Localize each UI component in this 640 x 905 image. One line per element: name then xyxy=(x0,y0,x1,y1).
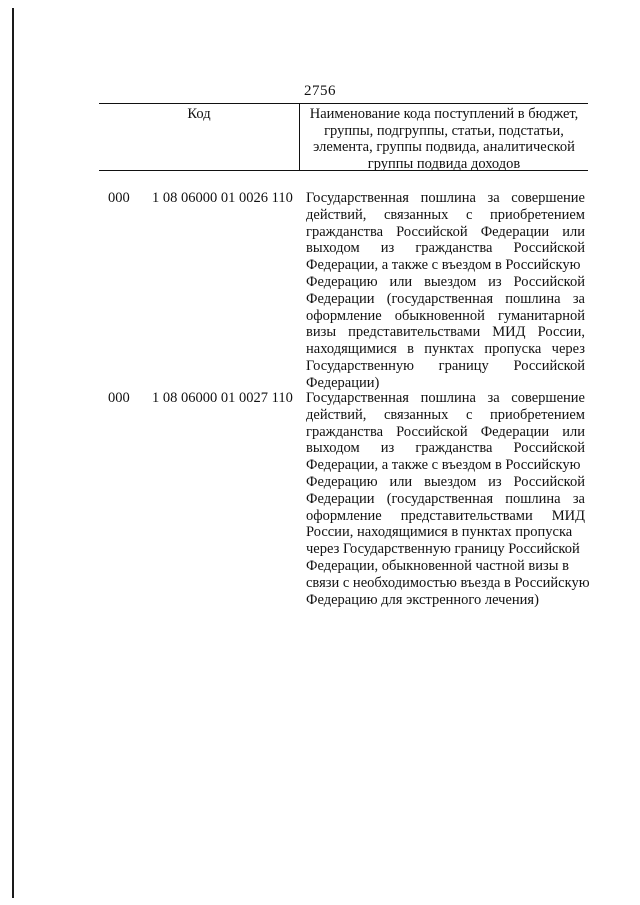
description-line xyxy=(306,291,585,308)
description-word: Российской xyxy=(513,440,585,457)
description-word: из xyxy=(380,240,395,257)
description-word: гражданства xyxy=(415,240,493,257)
description-word: из xyxy=(488,473,502,490)
description-word: Российской xyxy=(513,273,585,290)
header-name-label xyxy=(300,104,588,172)
description-word: Федерацию xyxy=(306,273,378,290)
row-description xyxy=(306,390,590,608)
table-header xyxy=(99,103,588,171)
description-line xyxy=(306,224,585,241)
description-line xyxy=(306,541,585,558)
row-prefix: 000 xyxy=(108,390,130,406)
description-word: за xyxy=(572,490,585,507)
description-word: гражданства xyxy=(306,223,384,240)
description-word: МИД xyxy=(492,324,526,341)
description-word: оформление xyxy=(306,507,382,524)
description-word: выходом xyxy=(306,240,360,257)
description-word: через xyxy=(551,341,585,358)
description-word: или xyxy=(562,223,585,240)
description-line xyxy=(306,592,585,609)
description-line xyxy=(306,474,585,491)
description-word: совершение xyxy=(511,390,585,406)
description-word: выходом xyxy=(306,440,360,457)
description-line xyxy=(306,508,585,525)
row-code: 1 08 06000 01 0027 110 xyxy=(152,390,293,406)
description-word: Российской xyxy=(396,223,468,240)
header-name-line: элемента, группы подвида, аналитической xyxy=(313,139,575,155)
description-word: или xyxy=(389,273,413,290)
description-word: выездом xyxy=(424,473,477,490)
description-word: обыкновенной xyxy=(394,307,485,324)
description-word: Федерацию для экстренного лечения) xyxy=(306,591,539,608)
description-line xyxy=(306,358,585,375)
description-word: оформление xyxy=(306,307,382,324)
description-word: приобретением xyxy=(490,406,585,423)
description-word: пошлина xyxy=(420,190,476,206)
row-code: 1 08 06000 01 0026 110 xyxy=(152,190,293,206)
description-word: России, находящимися в пунктах пропуска xyxy=(306,524,573,541)
description-word: действий, xyxy=(306,406,367,423)
description-word: приобретением xyxy=(490,206,585,223)
row-description xyxy=(306,190,585,392)
description-word: Российской xyxy=(513,473,585,490)
description-word: (государственная xyxy=(386,290,493,307)
description-word: из xyxy=(488,273,502,290)
description-line xyxy=(306,274,585,291)
description-line xyxy=(306,424,585,441)
description-word: Российской xyxy=(513,357,585,374)
description-word: с xyxy=(465,406,473,423)
row-prefix: 000 xyxy=(108,190,130,206)
description-word: связанных xyxy=(383,406,449,423)
description-word: визы xyxy=(306,324,337,341)
header-name-line: группы, подгруппы, статьи, подстатьи, xyxy=(324,122,564,139)
description-line xyxy=(306,190,585,207)
description-word: Федерации xyxy=(306,490,375,507)
description-line xyxy=(306,341,585,358)
description-word: за xyxy=(487,190,500,206)
description-word: Федерации xyxy=(480,423,550,440)
description-word: выездом xyxy=(424,273,477,290)
description-word: Федерации, а также с въездом в Российскую xyxy=(306,257,581,274)
description-word: пунктах xyxy=(424,341,475,358)
header-name-line: группы подвида доходов xyxy=(367,155,521,172)
description-word: за xyxy=(572,290,585,307)
description-word: совершение xyxy=(511,190,585,206)
header-name-line: Наименование кода поступлений в бюджет, xyxy=(309,106,579,122)
description-line xyxy=(306,440,585,457)
description-word: через Государственную границу Российской xyxy=(306,541,580,558)
description-line xyxy=(306,574,590,592)
description-word: с xyxy=(465,206,473,223)
description-word: России, xyxy=(537,324,585,341)
description-word: за xyxy=(487,390,500,406)
description-word: Государственную xyxy=(306,357,414,374)
description-word: границу xyxy=(438,357,489,374)
description-line xyxy=(306,324,585,341)
description-word: из xyxy=(380,440,395,457)
description-line xyxy=(306,524,585,541)
description-word: действий, xyxy=(306,206,367,223)
description-word: пошлина xyxy=(420,390,476,406)
description-word: Федерации) xyxy=(306,374,380,391)
description-word: представительствами xyxy=(400,507,533,524)
description-line xyxy=(306,207,585,224)
description-word: МИД xyxy=(551,507,585,524)
description-word: находящимися xyxy=(306,341,397,358)
description-line xyxy=(306,407,585,424)
description-word: Российской xyxy=(513,240,585,257)
scan-edge-line xyxy=(12,8,14,898)
description-word: Федерации xyxy=(306,290,375,307)
description-word: или xyxy=(562,423,585,440)
description-word: Государственная xyxy=(306,390,409,406)
page-number: 2756 xyxy=(304,83,336,99)
description-word: пошлина xyxy=(505,290,561,307)
description-word: связанных xyxy=(383,206,449,223)
header-code-label: Код xyxy=(187,106,211,122)
description-line xyxy=(306,390,585,407)
description-word: Федерации, обыкновенной частной визы в xyxy=(306,557,569,574)
description-word: гуманитарной xyxy=(497,307,585,324)
description-word: Государственная xyxy=(306,190,409,206)
description-line xyxy=(306,257,585,274)
description-word: представительствами xyxy=(348,324,481,341)
description-word: связи с необходимостью въезда в Российскую xyxy=(306,574,590,591)
description-word: Федерации, а также с въездом в Российскую xyxy=(306,457,581,474)
description-word: или xyxy=(389,473,413,490)
description-word: пропуска xyxy=(484,341,542,358)
description-line xyxy=(306,491,585,508)
description-word: (государственная xyxy=(386,490,493,507)
description-word: гражданства xyxy=(306,423,384,440)
description-word: пошлина xyxy=(505,490,561,507)
description-word: Российской xyxy=(396,423,468,440)
description-line xyxy=(306,308,585,325)
description-line xyxy=(306,457,585,474)
description-word: гражданства xyxy=(415,440,493,457)
description-word: Федерации xyxy=(480,223,550,240)
description-word: в xyxy=(407,341,414,358)
description-line xyxy=(306,558,585,575)
description-word: Федерацию xyxy=(306,473,378,490)
description-line xyxy=(306,240,585,257)
